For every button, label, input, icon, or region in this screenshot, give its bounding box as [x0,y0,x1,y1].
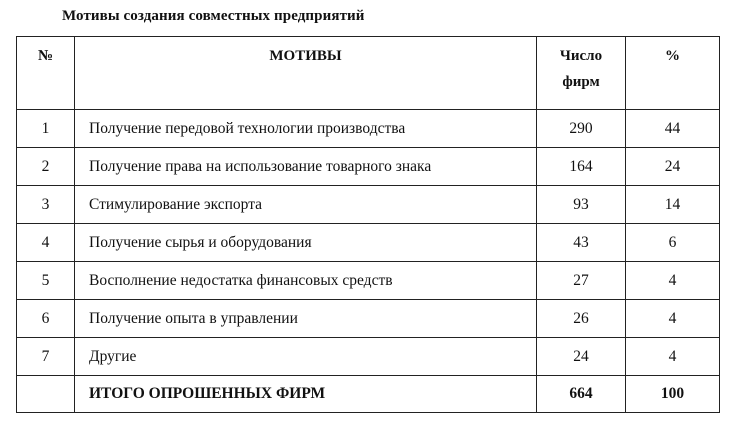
table-row [17,338,720,376]
row-firm-count: 24 [537,338,626,376]
row-number: 3 [17,186,75,224]
total-percent: 100 [626,376,720,413]
row-motive: Другие [75,338,537,376]
total-firm-count: 664 [537,376,626,413]
row-motive: Стимулирование экспорта [75,186,537,224]
header-firm-count-line1: Число [559,48,603,64]
row-percent: 24 [626,148,720,186]
table-total-row [17,376,720,413]
row-motive: Получение права на использование товарного знака [75,148,537,186]
table-row [17,110,720,148]
row-number: 6 [17,300,75,338]
table-row [17,262,720,300]
row-number: 7 [17,338,75,376]
table-header-row [17,37,720,110]
total-label: ИТОГО ОПРОШЕННЫХ ФИРМ [75,376,537,413]
header-firm-count-line2: фирм [562,74,600,90]
row-percent: 44 [626,110,720,148]
motives-table [16,36,720,413]
row-number: 2 [17,148,75,186]
row-motive: Получение передовой технологии производства [75,110,537,148]
table-title: Мотивы создания совместных предприятий [62,8,365,24]
row-number: 5 [17,262,75,300]
row-firm-count: 26 [537,300,626,338]
row-number: 4 [17,224,75,262]
header-number: № [17,37,75,110]
row-percent: 6 [626,224,720,262]
row-motive: Получение опыта в управлении [75,300,537,338]
row-percent: 4 [626,338,720,376]
row-number: 1 [17,110,75,148]
row-firm-count: 43 [537,224,626,262]
table-row [17,186,720,224]
table-row [17,300,720,338]
table-row [17,224,720,262]
row-percent: 4 [626,262,720,300]
row-percent: 14 [626,186,720,224]
row-firm-count: 164 [537,148,626,186]
row-firm-count: 93 [537,186,626,224]
header-firm-count [537,37,626,110]
table-row [17,148,720,186]
row-motive: Получение сырья и оборудования [75,224,537,262]
row-firm-count: 27 [537,262,626,300]
header-motive: МОТИВЫ [75,37,537,110]
total-number-empty [17,376,75,413]
row-firm-count: 290 [537,110,626,148]
row-percent: 4 [626,300,720,338]
header-percent: % [626,37,720,110]
row-motive: Восполнение недостатка финансовых средств [75,262,537,300]
